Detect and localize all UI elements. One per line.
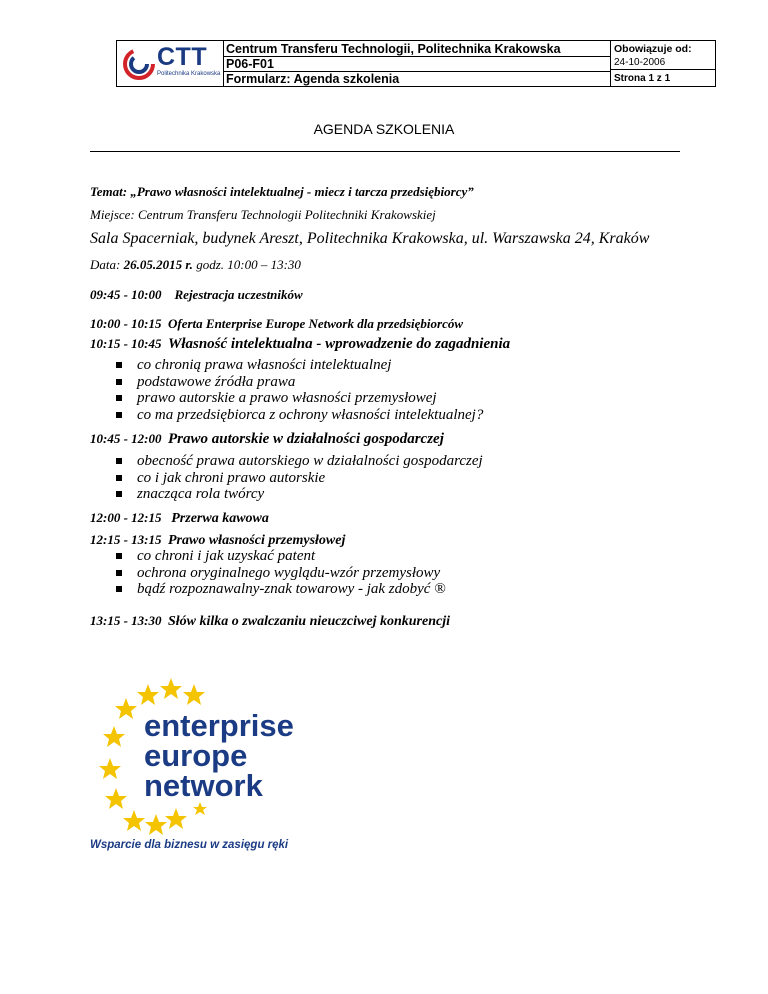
list-item: prawo autorskie a prawo własności przemysłowej <box>116 390 483 407</box>
agenda-6-list <box>116 548 446 598</box>
agenda-title: Własność intelektualna - wprowadzenie do zagadnienia <box>168 336 511 352</box>
agenda-item-5 <box>90 510 269 527</box>
agenda-time: 10:45 - 12:00 <box>90 431 162 446</box>
ctt-logo-text: CTT <box>157 43 208 71</box>
een-line2: europe <box>144 738 248 773</box>
agenda-3-list <box>116 357 483 423</box>
date-value: 26.05.2015 r. <box>123 257 193 272</box>
agenda-item-4 <box>90 431 444 448</box>
page-number: Strona 1 z 1 <box>614 73 671 84</box>
date-suffix: godz. 10:00 – 13:30 <box>192 257 301 272</box>
list-item: co chronią prawa własności intelektualnej <box>116 357 483 374</box>
agenda-4-list <box>116 453 483 503</box>
ctt-logo-subtext: Politechnika Krakowska <box>157 71 221 77</box>
agenda-item-3 <box>90 336 510 353</box>
list-item: znacząca rola twórcy <box>116 486 483 503</box>
list-item: obecność prawa autorskiego w działalności gospodarczej <box>116 453 483 470</box>
title-divider <box>90 151 680 152</box>
list-item: ochrona oryginalnego wyglądu-wzór przemysłowy <box>116 565 446 582</box>
place-label: Miejsce: Centrum Transferu Technologii Politechniki Krakowskiej <box>90 207 436 222</box>
agenda-title: Prawo własności przemysłowej <box>168 533 346 548</box>
agenda-time: 10:00 - 10:15 <box>90 316 162 331</box>
agenda-item-6 <box>90 532 345 549</box>
list-item: co i jak chroni prawo autorskie <box>116 470 483 487</box>
ctt-logo <box>117 41 224 86</box>
een-line3: network <box>144 768 263 803</box>
topic: Temat: „Prawo własności intelektualnej - miecz i tarcza przedsiębiorcy” <box>90 184 474 199</box>
list-item: co chroni i jak uzyskać patent <box>116 548 446 565</box>
agenda-time: 12:00 - 12:15 <box>90 510 162 525</box>
place-address: Sala Spacerniak, budynek Areszt, Politechnika Krakowska, ul. Warszawska 24, Kraków <box>90 230 650 247</box>
list-item: co ma przedsiębiorca z ochrony własności intelektualnej? <box>116 407 483 424</box>
header-org: Centrum Transferu Technologii, Politechnika Krakowska <box>223 42 610 57</box>
agenda-item-2 <box>90 316 463 332</box>
agenda-time: 09:45 - 10:00 <box>90 287 162 302</box>
agenda-time: 13:15 - 13:30 <box>90 613 162 628</box>
page-title: AGENDA SZKOLENIA <box>313 121 455 137</box>
een-tagline: Wsparcie dla biznesu w zasięgu ręki <box>90 839 289 851</box>
een-line1: enterprise <box>144 708 294 743</box>
date-prefix: Data: <box>90 257 124 272</box>
header-code: P06-F01 <box>223 57 610 72</box>
header-form: Formularz: Agenda szkolenia <box>226 72 400 86</box>
valid-from-date: 24-10-2006 <box>611 56 715 70</box>
agenda-item-1 <box>90 287 303 303</box>
agenda-title: Słów kilka o zwalczaniu nieuczciwej konkurencji <box>168 614 450 629</box>
list-item: podstawowe źródła prawa <box>116 374 483 391</box>
agenda-time: 12:15 - 13:15 <box>90 532 162 547</box>
agenda-item-7 <box>90 613 450 630</box>
agenda-time: 10:15 - 10:45 <box>90 336 162 351</box>
agenda-title: Rejestracja uczestników <box>174 287 303 302</box>
enterprise-europe-network-logo <box>86 676 296 856</box>
valid-from-label: Obowiązuje od: <box>614 43 692 55</box>
agenda-title: Przerwa kawowa <box>171 511 269 526</box>
document-header <box>116 40 716 87</box>
date-line <box>90 257 301 273</box>
header-meta <box>611 41 715 86</box>
list-item: bądź rozpoznawalny-znak towarowy - jak zdobyć ® <box>116 581 446 598</box>
agenda-title: Prawo autorskie w działalności gospodarczej <box>168 431 444 447</box>
agenda-title: Oferta Enterprise Europe Network dla przedsiębiorców <box>168 316 464 331</box>
header-info <box>223 41 611 86</box>
